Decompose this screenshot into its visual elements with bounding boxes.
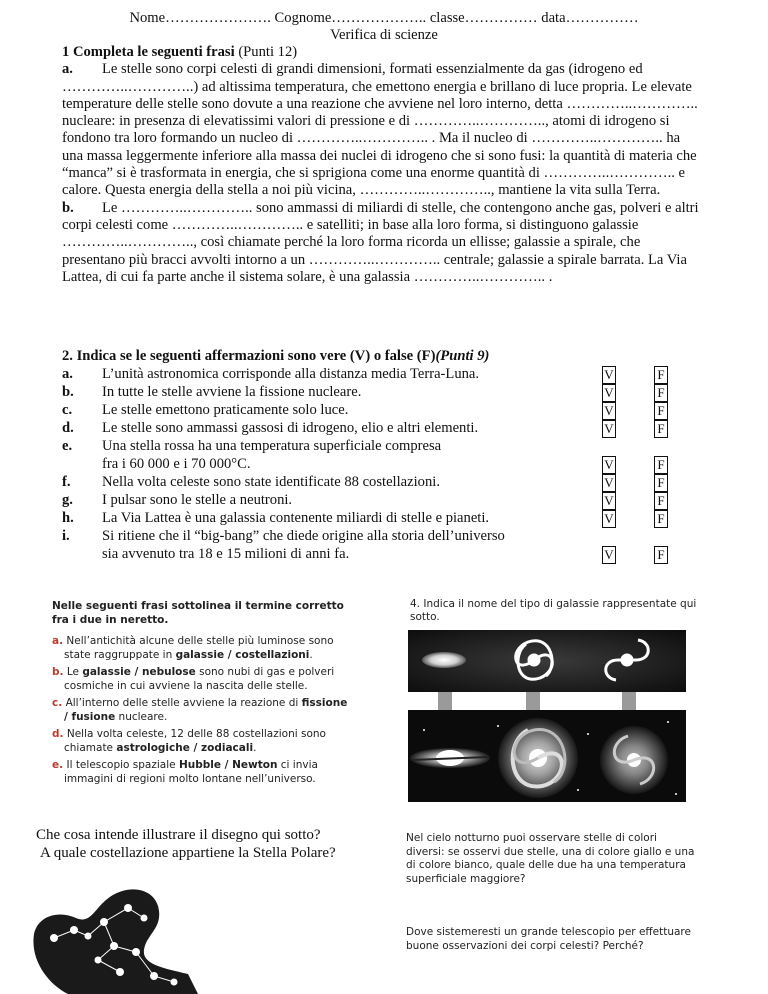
spiral-galaxy-photo <box>498 718 578 798</box>
true-checkbox[interactable]: V <box>602 456 616 474</box>
constellation-drawing <box>28 880 358 994</box>
elliptical-galaxy-sketch <box>422 652 466 668</box>
false-checkbox[interactable]: F <box>654 474 668 492</box>
section-fill-in <box>62 44 702 286</box>
worksheet-title: Verifica di scienze <box>330 27 438 43</box>
paragraph-b <box>62 200 702 286</box>
paragraph-b-label: b. <box>62 199 74 216</box>
underline-item <box>52 666 352 693</box>
section-1-points: (Punti 12) <box>234 44 298 60</box>
star-color-question: Nel cielo notturno puoi osservare stelle di colori diversi: se osservi due stelle, una di colore giallo e una di colore bianco, quale delle due ha una temperatura superficiale maggiore? <box>406 832 695 885</box>
statement-text: La Via Lattea è una galassia contenente miliardi di stelle e pianeti. <box>102 510 490 526</box>
paragraph-a <box>62 61 702 199</box>
star-icon <box>85 933 92 940</box>
statement-text: L’unità astronomica corrisponde alla distanza media Terra-Luna. <box>102 366 480 382</box>
option-term[interactable]: galassie <box>175 648 225 661</box>
star-icon <box>132 948 140 956</box>
item-letter: e. <box>52 759 64 771</box>
constellation-question-line-1: Che cosa intende illustrare il disegno qui sotto? <box>36 827 321 843</box>
true-false-row <box>62 384 702 402</box>
section-star-color-question <box>406 832 696 886</box>
statement-text: In tutte le stelle avviene la fissione nucleare. <box>102 384 362 400</box>
option-separator: / <box>224 648 236 661</box>
star-icon <box>95 957 102 964</box>
section-constellation-question <box>36 826 366 862</box>
section-3-instruction: Nelle seguenti frasi sottolinea il termine corretto fra i due in neretto. <box>52 600 344 626</box>
statement-letter: c. <box>62 402 73 418</box>
star-icon <box>150 972 158 980</box>
star-icon <box>100 918 108 926</box>
star-icon <box>110 942 118 950</box>
option-term[interactable]: galassie <box>82 666 131 678</box>
true-checkbox[interactable]: V <box>602 474 616 492</box>
statement-text: Si ritiene che il “big-bang” che diede origine alla storia dell’universo <box>102 528 505 544</box>
paragraph-a-text: Le stelle sono corpi celesti di grandi dimensioni, formati essenzialmente da gas (idrogeno ed …………..…………..) ad altissima temperatura, che emettono energia e brillano di luce propria. Le elevate temperature delle stelle sono dovute a una reazione che avviene nel loro interno, detta …………..………….. nucleare: in presenza di elevatissimi valori di pressione e di …………..………….., atomi di idrogeno si fondono tra loro formando un nucleo di …………..………….. . Ma il nucleo di …………..………….. ha una massa leggermente inferiore alla massa dei nuclei di idrogeno che si sono fusi: la quantità di materia che “manca” si è trasformata in energia, che si sprigiona come una enorme quantità di …………..………….. e calore. Questa energia della stella a noi più vicina, …………..………….., mantiene la vita sulla Terra. <box>62 61 698 199</box>
false-checkbox[interactable]: F <box>654 366 668 384</box>
underline-list <box>52 635 352 786</box>
option-term[interactable]: fissione <box>301 697 348 709</box>
underline-item <box>52 697 352 724</box>
constellation-question-line-2: A quale costellazione appartiene la Stella Polare? <box>40 845 336 861</box>
false-checkbox[interactable]: F <box>654 420 668 438</box>
statement-text: Nella volta celeste sono state identificate 88 costellazioni. <box>102 474 440 490</box>
statement-letter: i. <box>62 528 70 544</box>
option-separator: / <box>220 759 233 771</box>
true-false-row <box>62 456 702 474</box>
section-1-title: 1 Completa le seguenti frasi <box>62 44 235 60</box>
star-icon <box>70 926 78 934</box>
item-text: Il telescopio spaziale <box>66 759 179 771</box>
item-letter: a. <box>52 635 64 647</box>
true-checkbox[interactable]: V <box>602 492 616 510</box>
statement-letter: e. <box>62 438 73 454</box>
statement-text: Una stella rossa ha una temperatura superficiale compresa <box>102 438 442 454</box>
underline-item <box>52 728 352 755</box>
option-separator: / <box>130 666 142 678</box>
star-icon <box>50 934 58 942</box>
true-false-row <box>62 420 702 438</box>
section-underline <box>52 600 352 790</box>
option-term[interactable]: Hubble <box>178 759 221 771</box>
item-text: nucleare. <box>115 710 168 723</box>
barred-spiral-galaxy-photo <box>600 726 668 794</box>
student-info-line: Nome…………………. Cognome……………….. classe…………… data…………… <box>129 10 639 26</box>
statement-text: sia avvenuto tra 18 e 15 milioni di anni fa. <box>102 546 350 562</box>
item-text: All’interno delle stelle avviene la reazione di <box>65 697 302 709</box>
true-false-row <box>62 438 702 456</box>
worksheet-header <box>0 10 768 44</box>
item-text: ci invia immagini di regioni molto lontane nell’universo. <box>64 759 318 785</box>
option-term[interactable]: zodiacali <box>201 741 254 754</box>
statement-letter: a. <box>62 366 73 382</box>
statement-letter: d. <box>62 420 74 436</box>
statement-text: I pulsar sono le stelle a neutroni. <box>102 492 293 508</box>
statement-text: Le stelle sono ammassi gassosi di idrogeno, elio e altri elementi. <box>102 420 479 436</box>
true-false-row <box>62 510 702 528</box>
true-checkbox[interactable]: V <box>602 402 616 420</box>
item-text: Nella volta celeste, 12 delle 88 costellazioni sono chiamate <box>64 728 326 754</box>
item-text: Nell’antichità alcune delle stelle più luminose sono state raggruppate in <box>64 635 334 661</box>
true-false-row <box>62 528 702 546</box>
true-checkbox[interactable]: V <box>602 366 616 384</box>
true-checkbox[interactable]: V <box>602 384 616 402</box>
item-letter: d. <box>52 728 64 740</box>
false-checkbox[interactable]: F <box>654 492 668 510</box>
item-text: sono nubi di gas e polveri cosmiche in cui avviene la nascita delle stelle. <box>64 666 335 692</box>
true-checkbox[interactable]: V <box>602 420 616 438</box>
item-text: Le <box>66 666 83 678</box>
false-checkbox[interactable]: F <box>654 384 668 402</box>
section-true-false <box>62 348 702 564</box>
section-2-title: 2. Indica se le seguenti affermazioni sono vere (V) o false (F) <box>62 348 436 364</box>
option-term[interactable]: Newton <box>232 759 278 771</box>
star-icon <box>116 968 124 976</box>
item-text: . <box>309 648 313 661</box>
true-checkbox[interactable]: V <box>602 510 616 528</box>
true-false-row <box>62 402 702 420</box>
underline-item <box>52 759 352 786</box>
elliptical-galaxy-photo <box>410 748 490 768</box>
star-icon <box>141 915 148 922</box>
item-text: . <box>253 741 257 754</box>
false-checkbox[interactable]: F <box>654 510 668 528</box>
statement-letter: g. <box>62 492 73 508</box>
false-checkbox[interactable]: F <box>654 456 668 474</box>
item-letter: c. <box>52 697 63 709</box>
true-false-row <box>62 366 702 384</box>
option-separator: / <box>64 710 72 723</box>
sky-map-shape <box>33 889 198 994</box>
paragraph-a-label: a. <box>62 61 73 78</box>
option-term[interactable]: astrologiche <box>116 741 190 754</box>
statement-text: fra i 60 000 e i 70 000°C. <box>102 456 251 472</box>
underline-item <box>52 635 352 662</box>
option-term[interactable]: fusione <box>71 710 116 723</box>
true-checkbox[interactable]: V <box>602 546 616 564</box>
section-galaxy-types <box>410 598 700 624</box>
true-false-list <box>62 366 702 564</box>
statement-letter: h. <box>62 510 74 526</box>
star-icon <box>171 979 178 986</box>
true-false-row <box>62 546 702 564</box>
section-4-instruction: 4. Indica il nome del tipo di galassie rappresentate qui sotto. <box>410 598 697 623</box>
telescope-question: Dove sistemeresti un grande telescopio per effettuare buone osservazioni dei corpi celesti? Perché? <box>406 926 691 952</box>
paragraph-b-text: Le …………..………….. sono ammassi di miliardi di stelle, che contengono anche gas, polveri e altri corpi celesti come …………..………….. e satelliti; in base alla loro forma, si distinguono galassie …………..………….., così chiamate perché la loro forma ricorda un ellisse; galassie a spirale, che presentano più bracci avvolti intorno a un …………..………….. centrale; galassie a spirale barrata. La Via Lattea, di cui fa parte anche il sistema solare, è una galassia …………..………….. . <box>62 199 699 285</box>
section-telescope-question <box>406 926 696 953</box>
option-term[interactable]: nebulose <box>142 666 196 678</box>
option-term[interactable]: costellazioni <box>235 648 310 661</box>
item-letter: b. <box>52 666 64 678</box>
galaxy-images-panel <box>408 630 686 802</box>
false-checkbox[interactable]: F <box>654 546 668 564</box>
section-2-points: (Punti 9) <box>435 348 490 364</box>
statement-letter: b. <box>62 384 74 400</box>
true-false-row <box>62 474 702 492</box>
false-checkbox[interactable]: F <box>654 402 668 420</box>
option-separator: / <box>189 741 202 754</box>
statement-text: Le stelle emettono praticamente solo luce. <box>102 402 349 418</box>
star-icon <box>124 904 132 912</box>
statement-letter: f. <box>62 474 71 490</box>
true-false-row <box>62 492 702 510</box>
